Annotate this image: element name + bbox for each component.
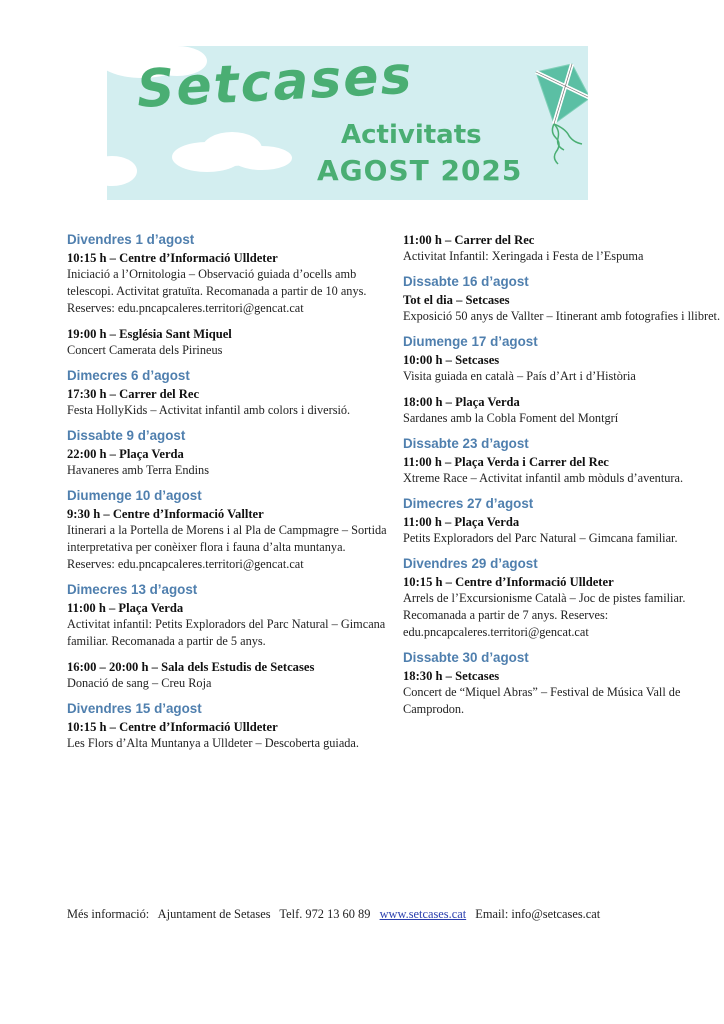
event-item <box>403 454 723 487</box>
day-section <box>403 650 723 718</box>
day-heading: Divendres 1 d’agost <box>67 232 195 247</box>
event-description: Exposició 50 anys de Vallter – Itinerant amb fotografies i llibret. <box>403 309 721 323</box>
event-time-location: 9:30 h – Centre d’Informació Vallter <box>67 507 264 521</box>
banner-subtitle-activitats: Activitats <box>341 120 482 150</box>
event-time-location: 10:15 h – Centre d’Informació Ulldeter <box>67 720 278 734</box>
footer-organization: Ajuntament de Setases <box>157 907 271 921</box>
event-item <box>67 326 387 359</box>
event-description: Petits Exploradors del Parc Natural – Gimcana familiar. <box>403 531 678 545</box>
banner-clouds-left <box>28 46 108 200</box>
event-item <box>67 446 387 479</box>
event-time-location: 10:00 h – Setcases <box>403 353 500 367</box>
event-time-location: 10:15 h – Centre d’Informació Ulldeter <box>403 575 614 589</box>
day-heading: Dissabte 9 d’agost <box>67 428 186 443</box>
event-description: Arrels de l’Excursionisme Català – Joc de pistes familiar. Recomanada a partir de 7 anys. Reserves: edu.pncapcaleres.territori@gencat.cat <box>403 591 686 639</box>
day-section <box>67 582 387 692</box>
event-item <box>403 394 723 427</box>
event-description: Les Flors d’Alta Muntanya a Ulldeter – Descoberta guiada. <box>67 736 359 750</box>
cloud-icon <box>232 146 292 170</box>
event-item <box>403 292 723 325</box>
event-time-location: 18:00 h – Plaça Verda <box>403 395 520 409</box>
event-item <box>67 659 387 692</box>
event-item <box>67 250 387 317</box>
footer-label: Més informació: <box>67 907 150 921</box>
footer-website-link[interactable]: www.setcases.cat <box>379 907 467 921</box>
day-section <box>403 274 723 325</box>
footer-phone: Telf. 972 13 60 89 <box>279 907 371 921</box>
event-item <box>403 514 723 547</box>
event-time-location: 11:00 h – Carrer del Rec <box>403 233 535 247</box>
day-section <box>67 232 387 359</box>
event-time-location: 16:00 – 20:00 h – Sala dels Estudis de Setcases <box>67 660 315 674</box>
event-description: Sardanes amb la Cobla Foment del Montgrí <box>403 411 619 425</box>
event-item <box>403 352 723 385</box>
footer-contact <box>67 907 600 922</box>
event-time-location: 11:00 h – Plaça Verda i Carrer del Rec <box>403 455 609 469</box>
event-description: Havaneres amb Terra Endins <box>67 463 209 477</box>
event-time-location: 10:15 h – Centre d’Informació Ulldeter <box>67 251 278 265</box>
event-time-location: 22:00 h – Plaça Verda <box>67 447 184 461</box>
event-description: Iniciació a l’Ornitologia – Observació guiada d’ocells amb telescopi. Activitat gratuïta. Recomanada a partir de 10 anys. Reserves: edu.pncapcaleres.territori@gencat.cat <box>67 267 367 315</box>
event-item <box>403 232 723 265</box>
day-section <box>67 701 387 752</box>
kite-icon <box>532 56 588 166</box>
cloud-icon <box>107 156 137 186</box>
day-heading: Dissabte 16 d’agost <box>403 274 529 289</box>
day-section <box>403 232 723 265</box>
day-heading: Dimecres 27 d’agost <box>403 496 534 511</box>
day-heading: Dissabte 23 d’agost <box>403 436 529 451</box>
event-description: Xtreme Race – Activitat infantil amb mòduls d’aventura. <box>403 471 684 485</box>
day-heading: Divendres 29 d’agost <box>403 556 538 571</box>
day-section <box>67 488 387 573</box>
day-section <box>403 334 723 427</box>
day-section <box>403 436 723 487</box>
banner-subtitle-month: AGOST 2025 <box>317 154 523 187</box>
header-banner <box>107 46 588 200</box>
event-item <box>67 506 387 573</box>
day-heading: Dimecres 6 d’agost <box>67 368 190 383</box>
day-heading: Divendres 15 d’agost <box>67 701 202 716</box>
event-item <box>67 386 387 419</box>
day-heading: Diumenge 17 d’agost <box>403 334 538 349</box>
event-description: Activitat Infantil: Xeringada i Festa de l’Espuma <box>403 249 644 263</box>
event-description: Visita guiada en català – País d’Art i d’Història <box>403 369 636 383</box>
event-description: Activitat infantil: Petits Exploradors del Parc Natural – Gimcana familiar. Recomanada a partir de 5 anys. <box>67 617 386 648</box>
schedule-left-column <box>67 232 387 761</box>
day-section <box>67 428 387 479</box>
event-item <box>67 600 387 650</box>
event-time-location: 11:00 h – Plaça Verda <box>67 601 184 615</box>
day-heading: Diumenge 10 d’agost <box>67 488 202 503</box>
footer-email: Email: info@setcases.cat <box>475 907 601 921</box>
event-item <box>67 719 387 752</box>
cloud-icon <box>38 166 88 188</box>
event-time-location: 19:00 h – Església Sant Miquel <box>67 327 232 341</box>
day-section <box>403 496 723 547</box>
event-item <box>403 574 723 641</box>
day-heading: Dimecres 13 d’agost <box>67 582 198 597</box>
day-section <box>403 556 723 641</box>
event-time-location: 18:30 h – Setcases <box>403 669 500 683</box>
day-section <box>67 368 387 419</box>
event-description: Itinerari a la Portella de Morens i al Pla de Campmagre – Sortida interpretativa per conèixer flora i fauna d’alta muntanya. Reserves: edu.pncapcaleres.territori@gencat.cat <box>67 523 387 571</box>
event-time-location: Tot el dia – Setcases <box>403 293 510 307</box>
event-description: Donació de sang – Creu Roja <box>67 676 212 690</box>
schedule-right-column <box>403 232 723 727</box>
day-heading: Dissabte 30 d’agost <box>403 650 529 665</box>
event-description: Concert Camerata dels Pirineus <box>67 343 223 357</box>
event-time-location: 11:00 h – Plaça Verda <box>403 515 520 529</box>
banner-title: Setcases <box>135 46 415 120</box>
event-item <box>403 668 723 718</box>
event-description: Concert de “Miquel Abras” – Festival de Música Vall de Camprodon. <box>403 685 681 716</box>
event-time-location: 17:30 h – Carrer del Rec <box>67 387 200 401</box>
event-description: Festa HollyKids – Activitat infantil amb colors i diversió. <box>67 403 351 417</box>
